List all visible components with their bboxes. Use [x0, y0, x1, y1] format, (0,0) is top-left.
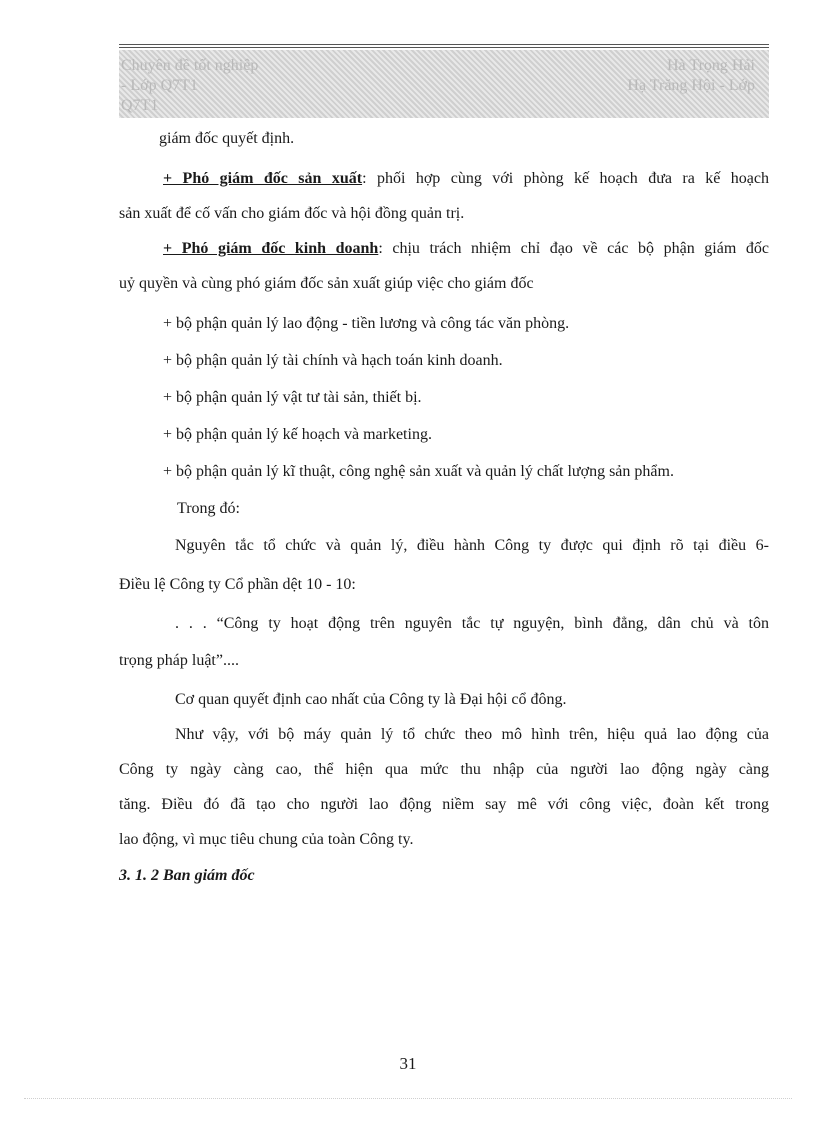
- header-left-line: Q7T1: [121, 97, 159, 114]
- paragraph-line: Điều lệ Công ty Cổ phần dệt 10 - 10:: [119, 576, 356, 593]
- list-item: + bộ phận quản lý vật tư tài sản, thiết bị.: [163, 389, 422, 406]
- paragraph-line: giám đốc quyết định.: [159, 130, 295, 147]
- list-item: + bộ phận quản lý tài chính và hạch toán kinh doanh.: [163, 352, 503, 369]
- header-right-line: Hà Trọng Hải: [666, 57, 755, 74]
- paragraph-line: Công ty ngày càng cao, thể hiện qua mức thu nhập của người lao động ngày càng: [119, 761, 769, 778]
- header-left-line: - Lớp Q7T1: [121, 77, 198, 94]
- bottom-divider: [24, 1098, 792, 1099]
- header-right-line: Hạ Trăng Hội - Lớp: [627, 77, 755, 94]
- header-top-rule: [119, 44, 769, 45]
- header-right: [585, 56, 755, 96]
- list-item: + bộ phận quản lý kĩ thuật, công nghệ sản xuất và quản lý chất lượng sản phẩm.: [163, 463, 674, 480]
- paragraph-line: lao động, vì mục tiêu chung của toàn Công ty.: [119, 831, 414, 848]
- page-number: 31: [399, 1054, 417, 1073]
- header-top-rule-2: [119, 47, 769, 48]
- paragraph-line: [163, 168, 769, 190]
- paragraph-line: Nguyên tắc tổ chức và quản lý, điều hành Công ty được qui định rõ tại điều 6-: [175, 537, 769, 554]
- paragraph-line: sản xuất để cố vấn cho giám đốc và hội đồng quản trị.: [119, 205, 465, 222]
- header-left: [121, 56, 281, 116]
- page-header: [119, 50, 769, 118]
- paragraph-line: Cơ quan quyết định cao nhất của Công ty là Đại hội cổ đông.: [175, 691, 567, 708]
- list-item: + bộ phận quản lý lao động - tiền lương và công tác văn phòng.: [163, 315, 570, 332]
- role-title: + Phó giám đốc sản xuất: [163, 170, 363, 187]
- quote-line: trọng pháp luật”....: [119, 652, 239, 669]
- paragraph-line: Trong đó:: [177, 500, 240, 517]
- quote-line: . . . “Công ty hoạt động trên nguyên tắc tự nguyện, bình đẳng, dân chủ và tôn: [175, 615, 769, 632]
- paragraph-line: Như vậy, với bộ máy quản lý tổ chức theo mô hình trên, hiệu quả lao động của: [175, 726, 769, 743]
- section-heading: 3. 1. 2 Ban giám đốc: [119, 867, 255, 884]
- paragraph-line: tăng. Điều đó đã tạo cho người lao động niềm say mê với công việc, đoàn kết trong: [119, 796, 769, 813]
- paragraph-line: [163, 238, 769, 260]
- role-title: + Phó giám đốc kinh doanh: [163, 240, 379, 257]
- list-item: + bộ phận quản lý kế hoạch và marketing.: [163, 426, 432, 443]
- paragraph-text: : chịu trách nhiệm chỉ đạo về các bộ phận giám đốc: [378, 240, 769, 257]
- paragraph-line: uỷ quyền và cùng phó giám đốc sản xuất giúp việc cho giám đốc: [119, 275, 534, 292]
- header-left-line: Chuyên đề tốt nghiệp: [121, 57, 259, 74]
- paragraph-text: : phối hợp cùng với phòng kế hoạch đưa ra kế hoạch: [362, 170, 769, 187]
